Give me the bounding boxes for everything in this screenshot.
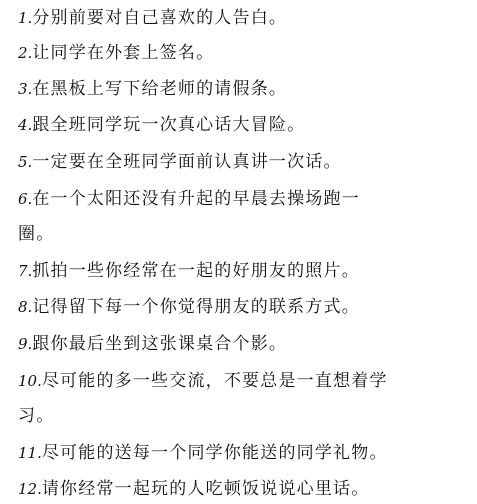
list-item (18, 370, 388, 392)
item-text: 在一个太阳还没有升起的早晨去操场跑一 (32, 189, 360, 209)
item-number: 12. (18, 480, 42, 498)
item-number: 10. (18, 372, 42, 390)
list-item (18, 78, 287, 100)
list-item (18, 478, 369, 500)
item-text: 让同学在外套上签名。 (32, 43, 215, 63)
item-text: 尽可能的送每一个同学你能送的同学礼物。 (41, 443, 388, 463)
item-text: 一定要在全班同学面前认真讲一次话。 (32, 152, 342, 172)
list-item (18, 114, 305, 136)
item-text: 分别前要对自己喜欢的人告白。 (32, 8, 288, 28)
list-item-continuation (18, 405, 54, 427)
item-text: 抓拍一些你经常在一起的好朋友的照片。 (32, 261, 360, 281)
item-number: 6. (18, 190, 33, 208)
list-item (18, 442, 388, 464)
item-text: 跟全班同学玩一次真心话大冒险。 (32, 115, 306, 135)
list-item-continuation (18, 223, 54, 245)
item-number: 4. (18, 116, 33, 134)
item-number: 7. (18, 262, 33, 280)
list-item (18, 42, 214, 64)
item-number: 3. (18, 80, 33, 98)
list-item (18, 151, 342, 173)
list-item (18, 260, 360, 282)
list-item (18, 296, 360, 318)
item-number: 2. (18, 44, 33, 62)
item-text: 记得留下每一个你觉得朋友的联系方式。 (32, 297, 360, 317)
item-number: 1. (18, 9, 33, 27)
item-text: 尽可能的多一些交流，不要总是一直想着学 (41, 371, 388, 391)
item-text: 圈。 (18, 224, 55, 244)
item-number: 8. (18, 298, 33, 316)
item-text: 习。 (18, 406, 55, 426)
list-item (18, 188, 360, 210)
item-number: 5. (18, 153, 33, 171)
item-text: 请你经常一起玩的人吃顿饭说说心里话。 (41, 479, 370, 499)
item-number: 9. (18, 335, 33, 353)
item-text: 在黑板上写下给老师的请假条。 (32, 79, 288, 99)
list-item (18, 333, 287, 355)
item-text: 跟你最后坐到这张课桌合个影。 (32, 334, 288, 354)
item-number: 11. (18, 444, 42, 462)
list-item (18, 7, 287, 29)
